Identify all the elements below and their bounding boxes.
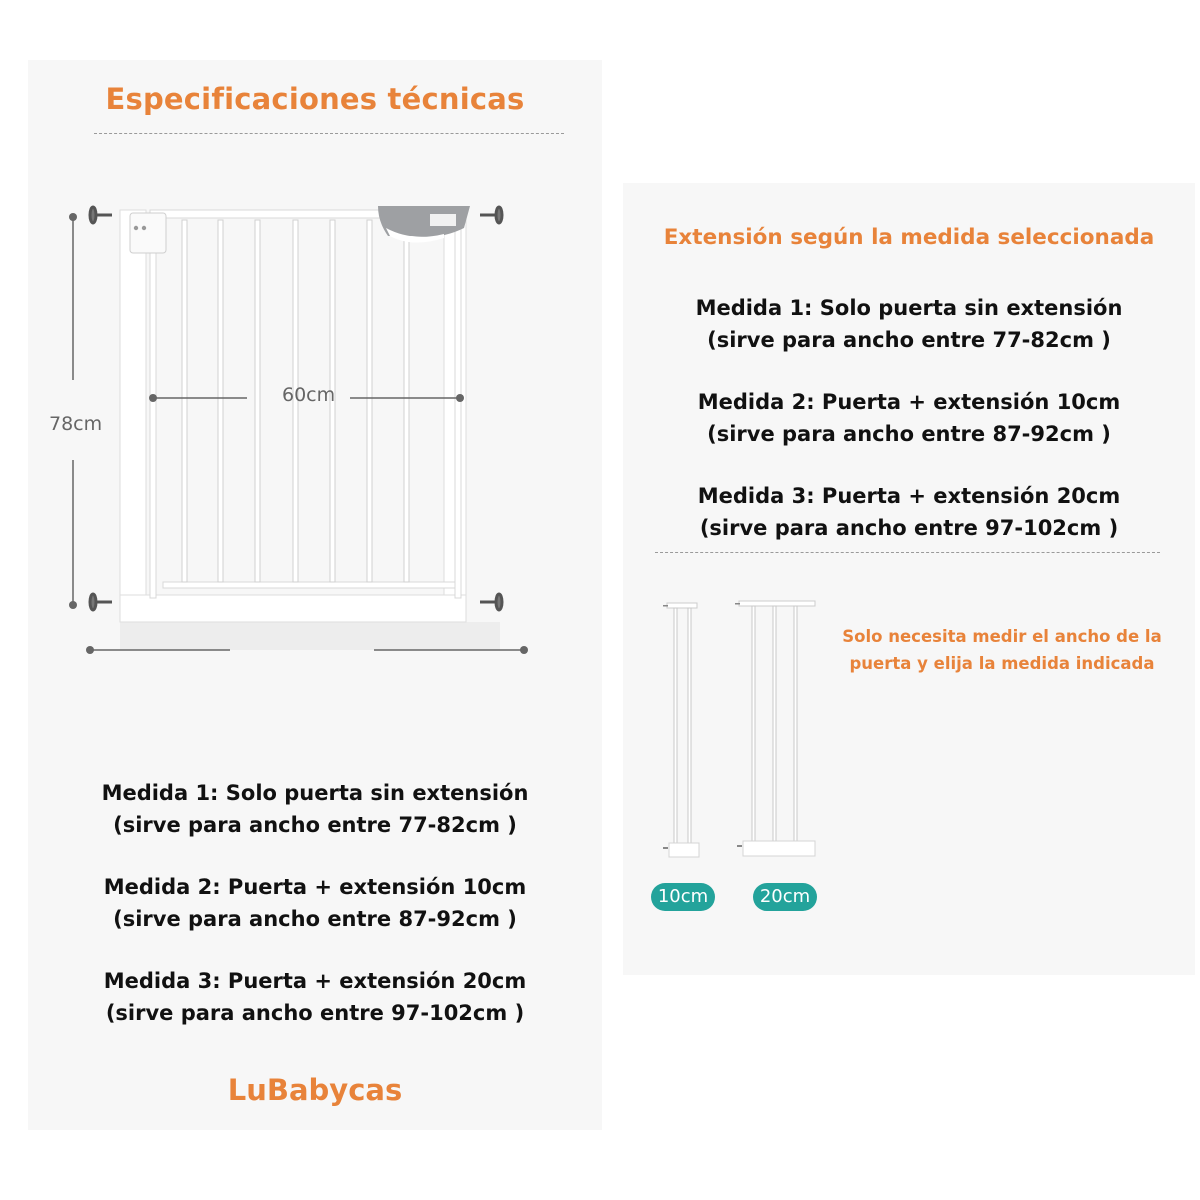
size-option-title: Medida 3: Puerta + extensión 20cm [103,969,527,993]
size-option-3 [623,481,1195,544]
size-option-range: (sirve para ancho entre 97-102cm ) [105,1000,525,1025]
extension-20cm-badge: 20cm [753,883,817,911]
extension-panel [623,183,1195,975]
technical-specs-panel [28,60,602,1130]
title-divider [94,133,564,134]
size-option-range: (sirve para ancho entre 97-102cm ) [699,515,1119,540]
width-dimension-label: 60cm [282,384,336,406]
size-option-2 [28,872,602,935]
section-divider [655,552,1160,553]
brand-name: LuBabycas [227,1073,403,1107]
size-option-range: (sirve para ancho entre 87-92cm ) [113,906,517,931]
measure-hint [813,623,1191,677]
measure-hint-line1: Solo necesita medir el ancho de la [842,627,1162,646]
height-dimension-label: 78cm [49,413,103,435]
gate-illustration [40,170,580,670]
size-option-range: (sirve para ancho entre 77-82cm ) [707,327,1111,352]
size-option-3 [28,966,602,1029]
size-option-2 [623,387,1195,450]
extension-illustration [653,598,833,868]
size-option-range: (sirve para ancho entre 77-82cm ) [113,812,517,837]
size-option-title: Medida 1: Solo puerta sin extensión [695,296,1123,320]
size-option-title: Medida 2: Puerta + extensión 10cm [103,875,527,899]
size-options-list [28,778,602,1060]
size-option-1 [28,778,602,841]
size-options-list [623,293,1195,575]
size-option-1 [623,293,1195,356]
size-option-title: Medida 2: Puerta + extensión 10cm [697,390,1121,414]
specs-title: Especificaciones técnicas [105,82,525,116]
extension-title: Extensión según la medida seleccionada [663,225,1155,250]
extension-10cm-badge: 10cm [651,883,715,911]
size-option-title: Medida 3: Puerta + extensión 20cm [697,484,1121,508]
size-option-title: Medida 1: Solo puerta sin extensión [101,781,529,805]
size-option-range: (sirve para ancho entre 87-92cm ) [707,421,1111,446]
measure-hint-line2: puerta y elija la medida indicada [849,654,1155,673]
